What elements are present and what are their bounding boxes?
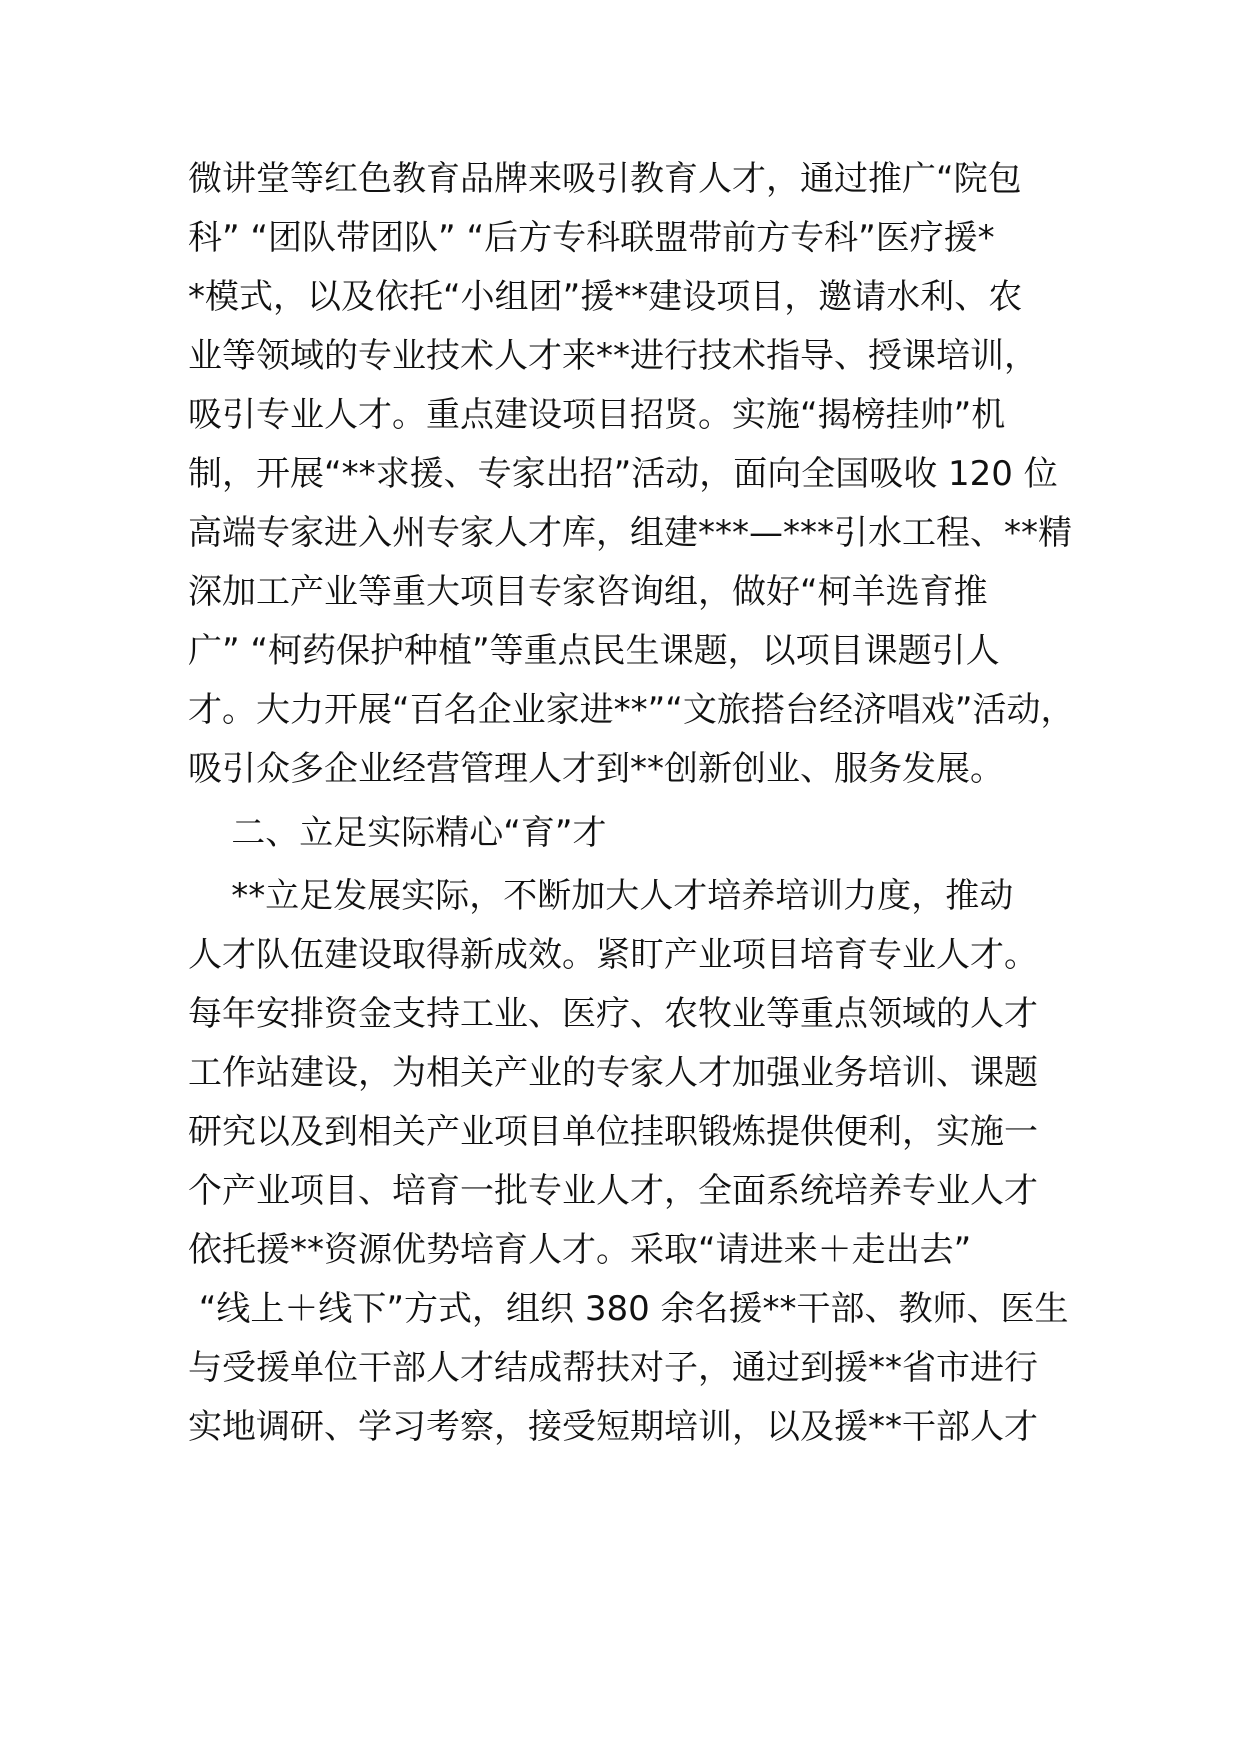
text-line: 高端专家进入州专家人才库，组建***—***引水工程、**精: [188, 513, 1072, 553]
text-line: 广” “柯药保护种植”等重点民生课题，以项目课题引人: [188, 631, 1000, 671]
text-line: 深加工产业等重大项目专家咨询组，做好“柯羊选育推: [188, 572, 988, 612]
text-line: 依托援**资源优势培育人才。采取“请进来＋走出去”: [188, 1230, 972, 1270]
text-line: 每年安排资金支持工业、医疗、农牧业等重点领域的人才: [188, 994, 1038, 1034]
text-line: 个产业项目、培育一批专业人才，全面系统培养专业人才: [188, 1171, 1038, 1211]
section-heading: 二、立足实际精心“育”才: [188, 813, 607, 853]
text-line: “线上＋线下”方式，组织 380 余名援**干部、教师、医生: [188, 1289, 1069, 1329]
text-line: 才。大力开展“百名企业家进**”“文旅搭台经济唱戏”活动，: [188, 690, 1075, 730]
text-line: 吸引专业人才。重点建设项目招贤。实施“揭榜挂帅”机: [188, 395, 1006, 435]
text-line: 工作站建设，为相关产业的专家人才加强业务培训、课题: [188, 1053, 1038, 1093]
text-line: 实地调研、学习考察，接受短期培训，以及援**干部人才: [188, 1407, 1038, 1447]
text-line: 与受援单位干部人才结成帮扶对子，通过到援**省市进行: [188, 1348, 1038, 1388]
text-line: *模式，以及依托“小组团”援**建设项目，邀请水利、农: [188, 277, 1023, 317]
text-line: 微讲堂等红色教育品牌来吸引教育人才，通过推广“院包: [188, 159, 1022, 199]
text-line: **立足发展实际，不断加大人才培养培训力度，推动: [188, 876, 1014, 916]
text-line: 研究以及到相关产业项目单位挂职锻炼提供便利，实施一: [188, 1112, 1038, 1152]
text-line: 制，开展“**求援、专家出招”活动，面向全国吸收 120 位: [188, 454, 1058, 494]
text-line: 吸引众多企业经营管理人才到**创新创业、服务发展。: [188, 749, 1004, 789]
text-line: 科” “团队带团队” “后方专科联盟带前方专科”医疗援*: [188, 218, 995, 258]
text-line: 人才队伍建设取得新成效。紧盯产业项目培育专业人才。: [188, 935, 1038, 975]
text-line: 业等领域的专业技术人才来**进行技术指导、授课培训，: [188, 336, 1038, 376]
